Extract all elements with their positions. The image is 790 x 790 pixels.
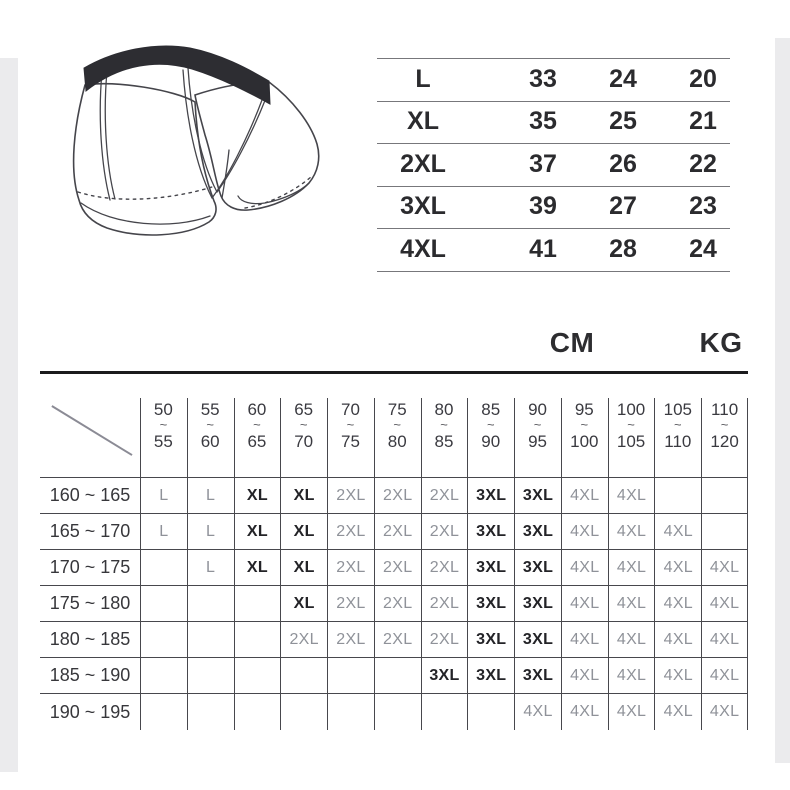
matrix-size-cell: 3XL (467, 550, 514, 586)
matrix-size-cell: L (140, 478, 187, 514)
tilde: ~ (253, 417, 261, 433)
weight-from: 100 (616, 399, 646, 419)
weight-range-header (374, 374, 421, 478)
tilde: ~ (393, 417, 402, 433)
weight-to: 60 (200, 431, 220, 451)
matrix-size-cell: 2XL (421, 514, 468, 550)
matrix-size-cell (234, 622, 281, 658)
measure-value: 24 (689, 234, 717, 263)
matrix-size-cell: 4XL (608, 586, 655, 622)
measure-value: 25 (609, 107, 637, 136)
matrix-size-cell: L (140, 514, 187, 550)
matrix-size-cell: 4XL (561, 514, 608, 550)
matrix-size-cell: XL (280, 478, 327, 514)
matrix-size-cell: L (187, 550, 234, 586)
matrix-size-cell: 4XL (608, 478, 655, 514)
measure-value: 37 (529, 149, 557, 178)
weight-range-header (467, 374, 514, 478)
weight-from: 80 (434, 399, 454, 419)
matrix-size-cell: 3XL (514, 550, 561, 586)
weight-to: 120 (710, 431, 739, 451)
matrix-size-cell: 4XL (608, 622, 655, 658)
weight-from: 65 (294, 399, 314, 419)
size-label: 2XL (400, 149, 446, 178)
weight-range-header (514, 374, 561, 478)
weight-range-header (421, 374, 468, 478)
measure-value: 41 (529, 234, 557, 263)
matrix-size-cell (467, 694, 514, 730)
size-matrix-grid (40, 374, 748, 730)
weight-to: 70 (294, 431, 314, 451)
tilde: ~ (159, 417, 168, 433)
weight-range-header (608, 374, 655, 478)
matrix-size-cell (280, 694, 327, 730)
height-range-label: 165 ~ 170 (40, 514, 140, 550)
diagonal-divider (52, 405, 133, 455)
height-range-label: 175 ~ 180 (40, 586, 140, 622)
matrix-size-cell: 3XL (467, 622, 514, 658)
tilde: ~ (720, 417, 729, 433)
matrix-size-cell: 4XL (561, 694, 608, 730)
weight-to: 80 (387, 431, 407, 451)
weight-range-header (234, 374, 281, 478)
left-gutter-strip (0, 58, 18, 772)
matrix-size-cell: 2XL (374, 586, 421, 622)
weight-range-header (561, 374, 608, 478)
right-gutter-strip (775, 38, 790, 763)
matrix-size-cell: 4XL (701, 550, 748, 586)
weight-from: 95 (574, 399, 594, 419)
weight-to: 85 (434, 431, 454, 451)
tilde: ~ (627, 417, 635, 433)
weight-to: 55 (153, 431, 173, 451)
matrix-size-cell: XL (234, 478, 281, 514)
matrix-size-cell: 4XL (654, 586, 701, 622)
measure-table-row (377, 59, 730, 102)
tilde: ~ (674, 417, 682, 433)
size-matrix-table (40, 371, 748, 730)
weight-to: 65 (247, 431, 267, 451)
matrix-size-cell (374, 694, 421, 730)
matrix-size-cell: 4XL (654, 694, 701, 730)
weight-from: 70 (340, 399, 360, 419)
matrix-size-cell (140, 622, 187, 658)
matrix-size-cell: 4XL (561, 658, 608, 694)
matrix-size-cell: 4XL (701, 622, 748, 658)
matrix-size-cell: 2XL (327, 550, 374, 586)
measure-value: 26 (609, 149, 637, 178)
matrix-size-cell (187, 658, 234, 694)
weight-range-header (701, 374, 748, 478)
matrix-size-cell: 2XL (374, 550, 421, 586)
matrix-size-cell (701, 478, 748, 514)
matrix-size-cell: 2XL (374, 622, 421, 658)
matrix-size-cell: 4XL (561, 586, 608, 622)
matrix-size-cell (374, 658, 421, 694)
matrix-size-cell: 4XL (561, 550, 608, 586)
matrix-size-cell: XL (280, 586, 327, 622)
matrix-size-cell (187, 586, 234, 622)
matrix-size-cell: 3XL (467, 658, 514, 694)
matrix-size-cell: 4XL (654, 550, 701, 586)
weight-to: 75 (340, 431, 360, 451)
measure-table-row (377, 229, 730, 272)
weight-range-header (187, 374, 234, 478)
weight-to: 110 (664, 431, 692, 451)
weight-to: 90 (481, 431, 501, 451)
tilde: ~ (440, 417, 448, 433)
matrix-size-cell: 4XL (608, 514, 655, 550)
matrix-size-cell: 3XL (514, 586, 561, 622)
matrix-size-cell (327, 658, 374, 694)
matrix-size-cell: 4XL (514, 694, 561, 730)
matrix-size-cell: 2XL (421, 586, 468, 622)
matrix-size-cell: 4XL (654, 514, 701, 550)
weight-from: 85 (481, 399, 501, 419)
matrix-size-cell: 3XL (514, 658, 561, 694)
weight-from: 60 (247, 399, 267, 419)
matrix-size-cell: 4XL (608, 694, 655, 730)
height-range-label: 170 ~ 175 (40, 550, 140, 586)
weight-range-header (140, 374, 187, 478)
matrix-size-cell: 3XL (514, 478, 561, 514)
measure-value: 33 (529, 64, 557, 93)
matrix-size-cell: 2XL (374, 514, 421, 550)
measure-table-row (377, 102, 730, 145)
measurement-table (377, 58, 730, 272)
matrix-size-cell (187, 694, 234, 730)
matrix-size-cell (140, 550, 187, 586)
matrix-size-cell: XL (280, 550, 327, 586)
measure-value: 28 (609, 234, 637, 263)
weight-from: 105 (663, 399, 693, 419)
matrix-size-cell: L (187, 478, 234, 514)
measure-value: 23 (689, 192, 717, 221)
matrix-size-cell: XL (234, 514, 281, 550)
matrix-size-cell: 3XL (514, 622, 561, 658)
matrix-size-cell: 4XL (608, 658, 655, 694)
matrix-size-cell: 3XL (467, 514, 514, 550)
measure-value: 20 (689, 64, 717, 93)
height-range-label: 160 ~ 165 (40, 478, 140, 514)
matrix-size-cell (701, 514, 748, 550)
measure-value: 24 (609, 64, 637, 93)
height-range-label: 190 ~ 195 (40, 694, 140, 730)
tilde: ~ (580, 417, 589, 433)
weight-to: 100 (570, 431, 599, 451)
unit-label-kg: KG (699, 327, 743, 358)
matrix-size-cell: XL (280, 514, 327, 550)
matrix-size-cell: 3XL (467, 478, 514, 514)
tilde: ~ (206, 417, 214, 433)
matrix-size-cell: 2XL (327, 478, 374, 514)
measure-value: 35 (529, 107, 557, 136)
weight-range-header (327, 374, 374, 478)
matrix-size-cell (140, 694, 187, 730)
matrix-size-cell: 4XL (701, 694, 748, 730)
weight-to: 105 (616, 431, 646, 451)
weight-from: 55 (200, 399, 220, 419)
matrix-size-cell: 4XL (654, 658, 701, 694)
matrix-size-cell (140, 658, 187, 694)
weight-range-header (280, 374, 327, 478)
measure-value: 27 (609, 192, 637, 221)
matrix-size-cell: 2XL (327, 622, 374, 658)
matrix-size-cell: 2XL (327, 586, 374, 622)
size-label: XL (407, 107, 439, 136)
matrix-size-cell: L (187, 514, 234, 550)
matrix-size-cell: 3XL (514, 514, 561, 550)
weight-from: 90 (528, 399, 547, 419)
weight-to: 95 (528, 431, 547, 451)
measure-value: 39 (529, 192, 557, 221)
matrix-size-cell: 4XL (561, 478, 608, 514)
weight-from: 110 (711, 399, 739, 419)
tilde: ~ (346, 417, 355, 433)
matrix-size-cell: 3XL (421, 658, 468, 694)
matrix-size-cell: 2XL (421, 550, 468, 586)
tilde: ~ (533, 417, 542, 433)
measure-table-row (377, 144, 730, 187)
size-label: L (415, 64, 431, 93)
matrix-size-cell: 2XL (327, 514, 374, 550)
unit-label-cm: CM (549, 327, 595, 358)
matrix-size-cell: 4XL (608, 550, 655, 586)
size-label: 3XL (400, 192, 446, 221)
matrix-size-cell: 2XL (421, 622, 468, 658)
matrix-size-cell (421, 694, 468, 730)
matrix-size-cell (234, 658, 281, 694)
matrix-size-cell: 4XL (654, 622, 701, 658)
tilde: ~ (299, 417, 308, 433)
tilde: ~ (486, 417, 495, 433)
matrix-size-cell (654, 478, 701, 514)
matrix-size-cell (327, 694, 374, 730)
matrix-size-cell: 4XL (701, 658, 748, 694)
matrix-size-cell: 2XL (280, 622, 327, 658)
height-range-label: 185 ~ 190 (40, 658, 140, 694)
size-label: 4XL (400, 234, 446, 263)
weight-from: 50 (153, 399, 173, 419)
matrix-size-cell (140, 586, 187, 622)
matrix-corner-cell (40, 374, 140, 478)
measure-table-row (377, 187, 730, 230)
matrix-size-cell (234, 694, 281, 730)
weight-range-header (654, 374, 701, 478)
matrix-size-cell (187, 622, 234, 658)
measure-value: 21 (689, 107, 717, 136)
matrix-size-cell: 3XL (467, 586, 514, 622)
height-range-label: 180 ~ 185 (40, 622, 140, 658)
boxer-briefs-illustration (55, 40, 335, 245)
matrix-size-cell: 4XL (701, 586, 748, 622)
matrix-size-cell: 4XL (561, 622, 608, 658)
matrix-size-cell: 2XL (374, 478, 421, 514)
matrix-size-cell (280, 658, 327, 694)
matrix-size-cell: 2XL (421, 478, 468, 514)
matrix-size-cell (234, 586, 281, 622)
measure-value: 22 (689, 149, 717, 178)
matrix-size-cell: XL (234, 550, 281, 586)
weight-from: 75 (387, 399, 407, 419)
